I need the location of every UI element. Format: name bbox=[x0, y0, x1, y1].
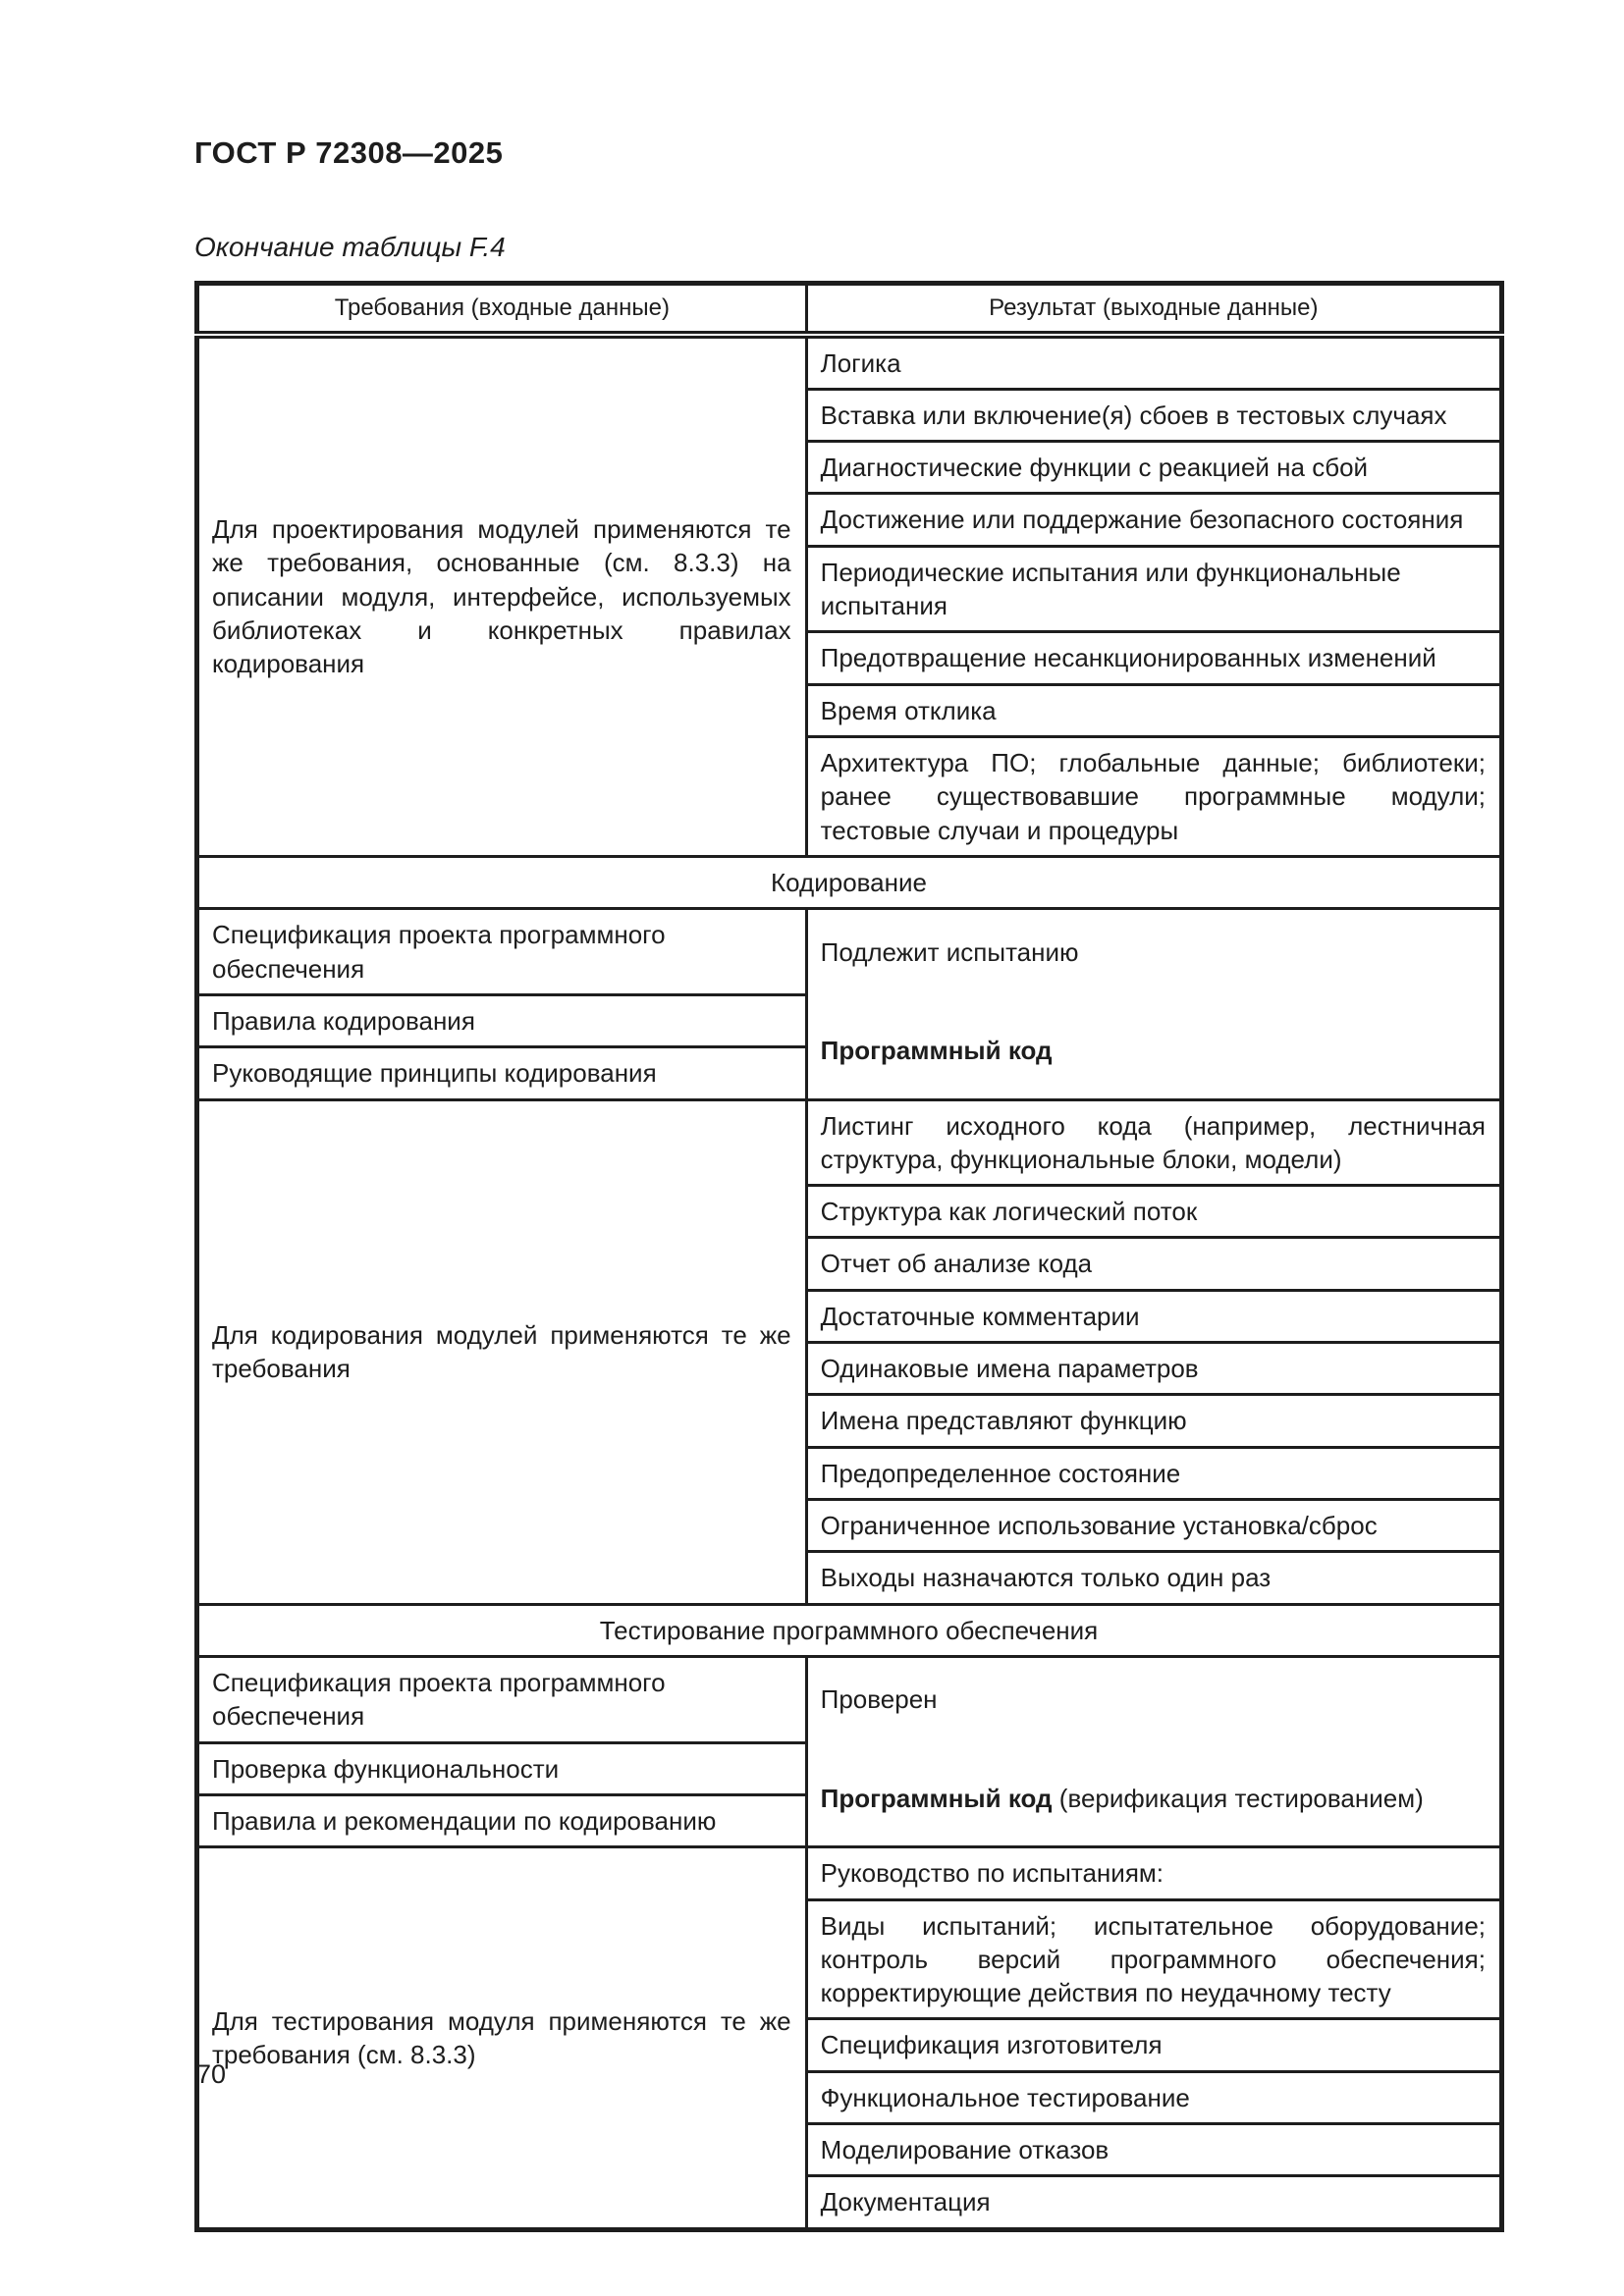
design-output-cell: Диагностические функции с реакцией на сбой bbox=[806, 442, 1501, 494]
coding-input-cell: Правила кодирования bbox=[197, 994, 807, 1046]
table-row bbox=[197, 1099, 1502, 1186]
design-output-cell: Время отклика bbox=[806, 684, 1501, 736]
section-title-testing: Тестирование программного обеспечения bbox=[197, 1604, 1502, 1656]
coding-output-artifact-line bbox=[821, 1034, 1486, 1073]
coding-output-content bbox=[821, 935, 1486, 1074]
table-row bbox=[197, 909, 1502, 995]
testing-req-output-cell: Руководство по испытаниям: bbox=[806, 1847, 1501, 1899]
testing-req-output-cell: Функциональное тестирование bbox=[806, 2071, 1501, 2123]
design-output-cell: Логика bbox=[806, 335, 1501, 390]
design-requirement-cell: Для проектирования модулей применяются те же требования, основанные (см. 8.3.3) на описании модуля, интерфейсе, используемых библиотеках и конкретных правилах кодирования bbox=[197, 335, 807, 857]
testing-req-output-cell: Моделирование отказов bbox=[806, 2124, 1501, 2176]
coding-requirement-cell: Для кодирования модулей применяются те же требования bbox=[197, 1099, 807, 1604]
design-output-cell: Периодические испытания или функциональные испытания bbox=[806, 546, 1501, 632]
coding-req-output-cell: Предопределенное состояние bbox=[806, 1447, 1501, 1499]
testing-input-cell: Правила и рекомендации по кодированию bbox=[197, 1794, 807, 1846]
page-number: 70 bbox=[196, 2059, 227, 2089]
design-output-cell: Архитектура ПО; глобальные данные; библиотеки; ранее существовавшие программные модули; тестовые случаи и процедуры bbox=[806, 737, 1501, 857]
testing-output-status: Проверен bbox=[820, 1684, 938, 1715]
coding-req-output-cell: Отчет об анализе кода bbox=[806, 1238, 1501, 1290]
design-output-cell: Предотвращение несанкционированных изменений bbox=[806, 632, 1501, 684]
col-header-output: Результат (выходные данные) bbox=[806, 284, 1501, 335]
coding-req-output-cell: Структура как логический поток bbox=[806, 1186, 1501, 1238]
section-title-row bbox=[197, 856, 1502, 908]
page-content bbox=[194, 135, 1504, 2232]
coding-req-output-cell: Имена представляют функцию bbox=[806, 1395, 1501, 1447]
testing-req-output-cell: Документация bbox=[806, 2176, 1501, 2229]
table-caption: Окончание таблицы F.4 bbox=[194, 232, 506, 262]
coding-input-cell: Руководящие принципы кодирования bbox=[197, 1047, 807, 1099]
table-row bbox=[197, 1847, 1502, 1899]
requirements-table bbox=[194, 281, 1504, 2232]
table-row bbox=[197, 1656, 1502, 1742]
testing-input-cell: Спецификация проекта программного обеспечения bbox=[197, 1656, 807, 1742]
testing-output-artifact: Программный код bbox=[820, 1783, 1053, 1813]
coding-req-output-cell: Листинг исходного кода (например, лестничная структура, функциональные блоки, модели) bbox=[806, 1099, 1501, 1186]
doc-code: ГОСТ Р 72308—2025 bbox=[194, 135, 504, 170]
col-header-input: Требования (входные данные) bbox=[197, 284, 807, 335]
coding-input-cell: Спецификация проекта программного обеспечения bbox=[197, 909, 807, 995]
coding-output-cell bbox=[806, 909, 1501, 1099]
testing-req-output-cell: Спецификация изготовителя bbox=[806, 2019, 1501, 2071]
testing-output-artifact-note: (верификация тестированием) bbox=[1052, 1783, 1424, 1813]
testing-output-artifact-line bbox=[821, 1782, 1486, 1821]
coding-req-output-cell: Ограниченное использование установка/сброс bbox=[806, 1500, 1501, 1552]
testing-output-content bbox=[821, 1682, 1486, 1821]
coding-req-output-cell: Выходы назначаются только один раз bbox=[806, 1552, 1501, 1604]
testing-input-cell: Проверка функциональности bbox=[197, 1742, 807, 1794]
coding-req-output-cell: Достаточные комментарии bbox=[806, 1290, 1501, 1342]
design-output-cell: Достижение или поддержание безопасного состояния bbox=[806, 494, 1501, 546]
testing-output-cell bbox=[806, 1656, 1501, 1846]
table-row bbox=[197, 335, 1502, 390]
table-header-row bbox=[197, 284, 1502, 335]
coding-req-output-cell: Одинаковые имена параметров bbox=[806, 1343, 1501, 1395]
section-title-coding: Кодирование bbox=[197, 856, 1502, 908]
testing-req-output-cell: Виды испытаний; испытательное оборудование; контроль версий программного обеспечения; корректирующие действия по неудачному тесту bbox=[806, 1899, 1501, 2019]
coding-output-status: Подлежит испытанию bbox=[820, 936, 1079, 967]
testing-requirement-cell: Для тестирования модуля применяются те же требования (см. 8.3.3) bbox=[197, 1847, 807, 2230]
coding-output-artifact: Программный код bbox=[820, 1035, 1053, 1065]
design-output-cell: Вставка или включение(я) сбоев в тестовых случаях bbox=[806, 389, 1501, 441]
section-title-row bbox=[197, 1604, 1502, 1656]
